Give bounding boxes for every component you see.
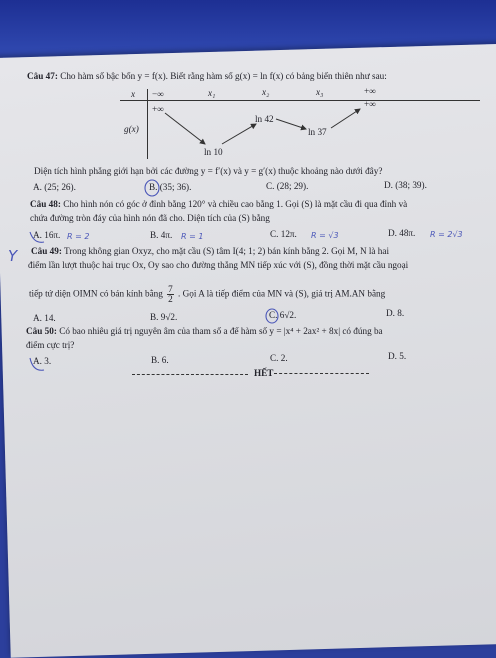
- q47-text: Cho hàm số bậc bốn y = f(x). Biết rằng hàm số g(x) = ln f(x) có bảng biến thiên như sau:: [60, 71, 387, 81]
- x-value: x₃: [316, 87, 324, 97]
- q47-title: Câu 47:: [27, 71, 58, 81]
- q50-option-c: C. 2.: [270, 353, 288, 363]
- q48-option-c: C. 12π.: [270, 229, 297, 239]
- end-label: HẾT: [254, 368, 274, 378]
- handwritten-note: R = 2: [67, 232, 90, 241]
- q48-option-d: D. 48π.: [388, 228, 416, 238]
- q47-prompt: Diện tích hình phẳng giới hạn bởi các đường y = f′(x) và y = g′(x) thuộc khoảng nào dưới đây?: [34, 166, 383, 176]
- g-value: ln 10: [204, 147, 223, 157]
- fraction-denominator: 2: [168, 294, 173, 304]
- q49-text1: Trong không gian Oxyz, cho mặt cầu (S) tâm I(4; 1; 2) bán kính bằng 2. Gọi M, N là hai: [64, 246, 390, 256]
- q50-title: Câu 50:: [26, 326, 57, 336]
- q47-option-c: C. (28; 29).: [266, 181, 309, 191]
- end-rule-left: [132, 374, 248, 375]
- x-value: −∞: [152, 89, 164, 99]
- q49-option-d: D. 8.: [386, 308, 405, 318]
- q48-option-a: A. 16π.: [33, 230, 61, 240]
- g-value: ln 42: [255, 114, 274, 124]
- fraction-numerator: 7: [168, 284, 173, 294]
- handwritten-mark: Y: [8, 247, 18, 265]
- q49-text3b: . Gọi A là tiếp điểm của MN và (S), giá trị AM.AN bằng: [178, 288, 386, 299]
- q49-line2: điểm lần lượt thuộc hai trục Ox, Oy sao cho đường thẳng MN tiếp xúc với (S), đồng thời mặt cầu ngoại: [28, 260, 409, 270]
- end-rule-right: [274, 373, 369, 374]
- x-value: x₂: [262, 87, 270, 97]
- q49-option-c: C. 6√2.: [269, 310, 297, 320]
- q49-option-a: A. 14.: [33, 313, 56, 323]
- q50-option-a: A. 3.: [33, 356, 52, 366]
- q50-option-b: B. 6.: [151, 355, 169, 365]
- q47-option-d: D. (38; 39).: [384, 180, 427, 190]
- handwritten-note: R = 1: [181, 232, 204, 241]
- table-g-label: g(x): [124, 124, 139, 134]
- table-x-label: x: [131, 89, 136, 99]
- g-value: ln 37: [308, 127, 327, 137]
- q47-option-b: B. (35; 36).: [149, 182, 192, 192]
- q50-option-d: D. 5.: [388, 351, 407, 361]
- handwritten-note: R = √3: [311, 231, 339, 240]
- g-value: +∞: [364, 99, 376, 109]
- x-value: +∞: [364, 86, 376, 96]
- q48-line2: chứa đường tròn đáy của hình nón đã cho. Diện tích của (S) bằng: [30, 213, 270, 223]
- g-value: +∞: [152, 104, 164, 114]
- q48-text1: Cho hình nón có góc ở đỉnh bằng 120° và chiều cao bằng 1. Gọi (S) là mặt cầu đi qua đỉnh và: [63, 199, 408, 209]
- q49-title: Câu 49:: [31, 246, 62, 256]
- q47-option-a: A. (25; 26).: [33, 182, 76, 192]
- q48-option-b: B. 4π.: [150, 230, 173, 240]
- q50-line2: điểm cực trị?: [26, 340, 75, 350]
- x-value: x₁: [208, 88, 216, 98]
- handwritten-note: R = 2√3: [430, 230, 463, 239]
- q49-option-b: B. 9√2.: [150, 312, 178, 322]
- q48-title: Câu 48:: [30, 199, 61, 209]
- q50-text1: Có bao nhiêu giá trị nguyên âm của tham số a để hàm số y = |x⁴ + 2ax² + 8x| có đúng ba: [59, 326, 383, 336]
- q49-text3a: tiếp tứ diện OIMN có bán kính bằng: [29, 288, 163, 299]
